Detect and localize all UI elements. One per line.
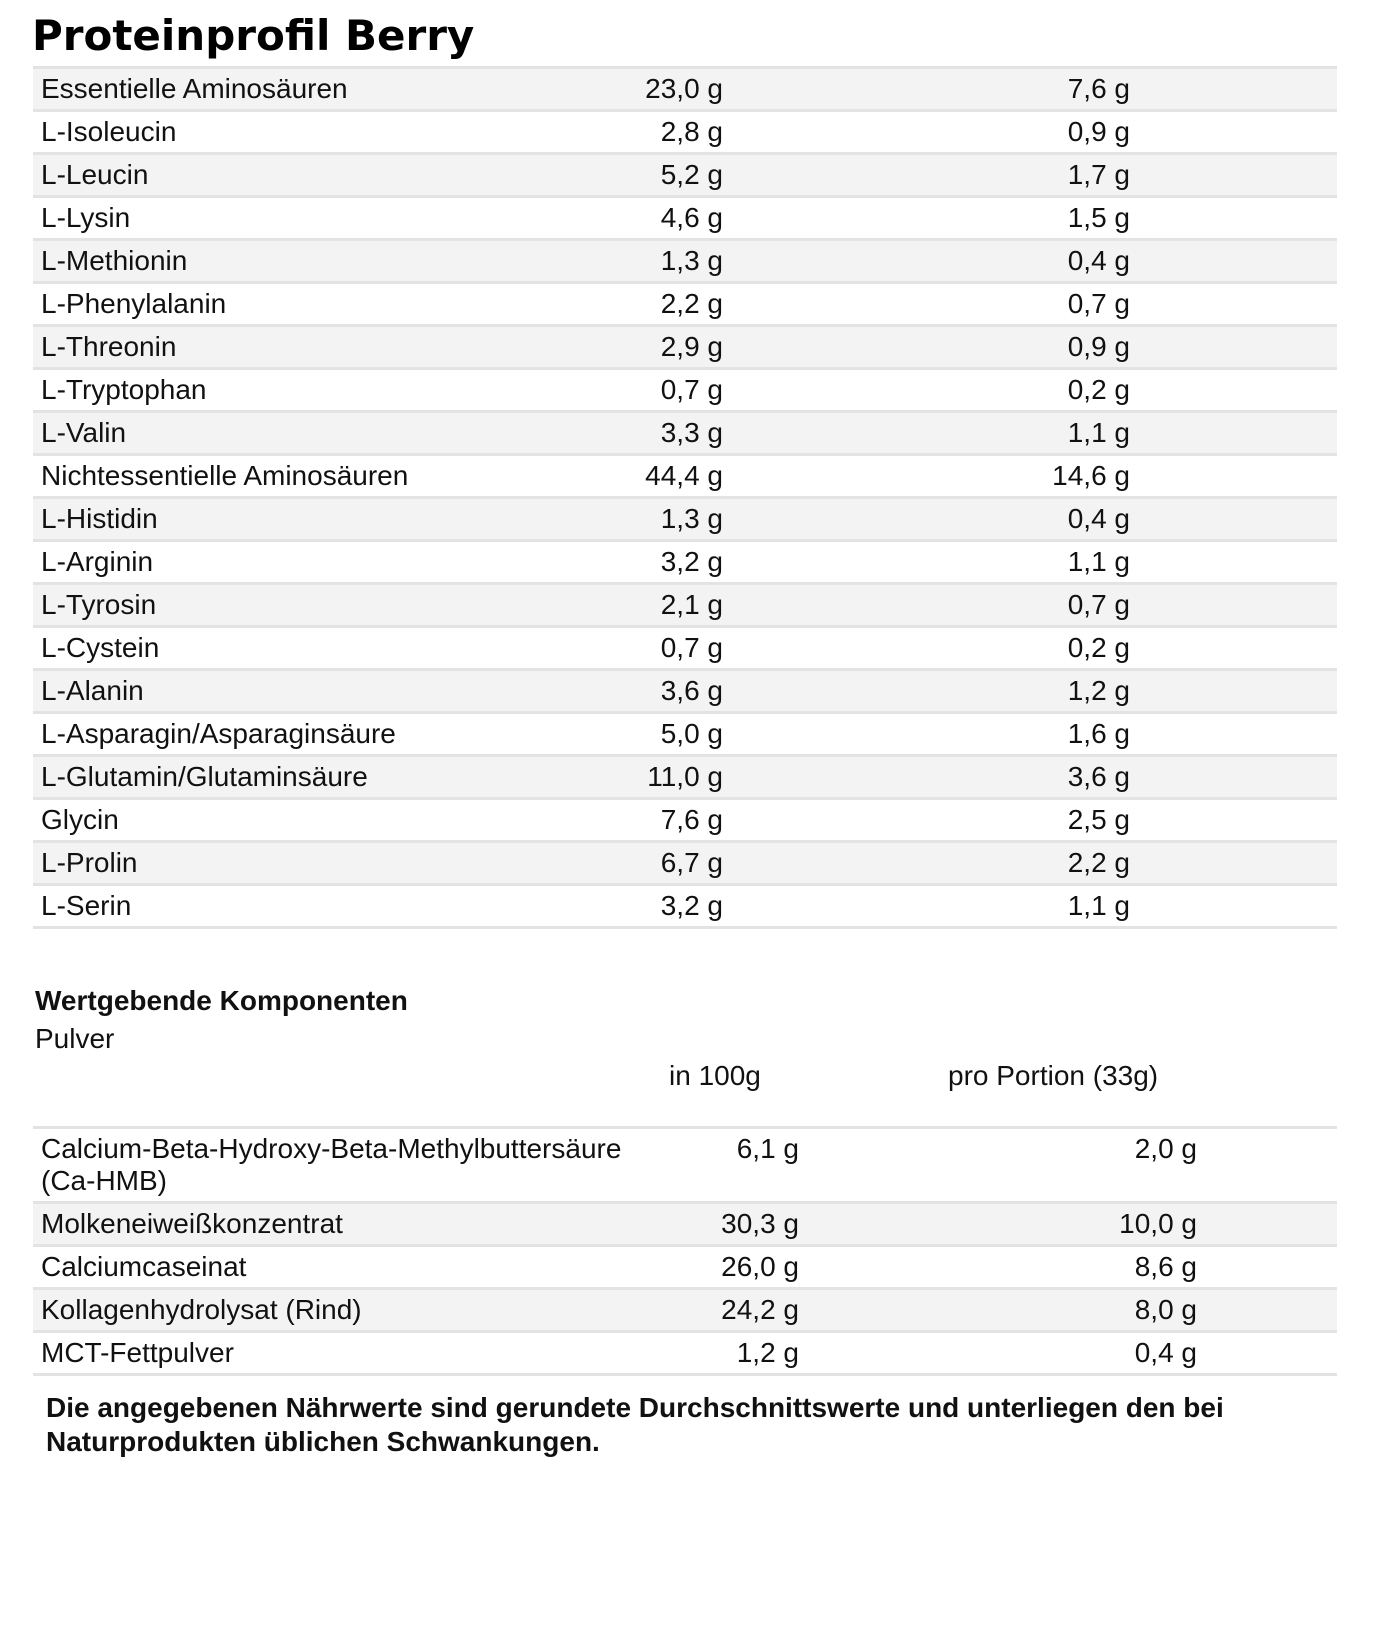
table-row [33, 284, 1337, 327]
row-name: L-Isoleucin [41, 116, 177, 147]
table-row [33, 112, 1337, 155]
row-value-per-portion: 0,7 g [1067, 589, 1130, 620]
row-value-per-portion: 0,4 g [1067, 245, 1130, 276]
row-value-per-100g: 1,3 g [660, 503, 723, 534]
row-name: L-Leucin [41, 159, 149, 190]
row-name: MCT-Fettpulver [41, 1337, 234, 1368]
row-value-per-100g: 3,2 g [660, 546, 723, 577]
row-name: L-Methionin [41, 245, 188, 276]
row-name: Kollagenhydrolysat (Rind) [41, 1294, 362, 1325]
row-name: L-Prolin [41, 847, 138, 878]
row-value-per-portion: 8,0 g [1134, 1294, 1197, 1325]
row-name: Molkeneiweißkonzentrat [41, 1208, 343, 1239]
row-value-per-portion: 1,2 g [1067, 675, 1130, 706]
table-row [33, 800, 1337, 843]
row-name: Nichtessentielle Aminosäuren [41, 460, 409, 491]
row-value-per-portion: 10,0 g [1119, 1208, 1197, 1239]
row-value-per-portion: 7,6 g [1067, 73, 1130, 104]
row-name: L-Lysin [41, 202, 131, 233]
table-row [33, 198, 1337, 241]
row-name: L-Threonin [41, 331, 177, 362]
table-row [33, 671, 1337, 714]
row-value-per-100g: 7,6 g [660, 804, 723, 835]
row-name: Calcium-Beta-Hydroxy-Beta-Methylbuttersäure (Ca-HMB) [41, 1133, 622, 1196]
row-name: L-Arginin [41, 546, 154, 577]
row-name: L-Asparagin/Asparaginsäure [41, 718, 396, 749]
nutrition-disclaimer: Die angegebenen Nährwerte sind gerundete Durchschnittswerte und unterliegen den bei Naturprodukten üblichen Schwankungen. [46, 1392, 1224, 1457]
table-row [33, 66, 1337, 112]
table-row [33, 542, 1337, 585]
row-value-per-100g: 24,2 g [721, 1294, 799, 1325]
row-value-per-100g: 0,7 g [660, 374, 723, 405]
row-value-per-100g: 5,0 g [660, 718, 723, 749]
row-value-per-portion: 2,2 g [1067, 847, 1130, 878]
row-name: L-Glutamin/Glutaminsäure [41, 761, 368, 792]
table-row [33, 1290, 1337, 1333]
row-value-per-portion: 1,1 g [1067, 890, 1130, 921]
row-value-per-portion: 1,7 g [1067, 159, 1130, 190]
row-name: L-Cystein [41, 632, 160, 663]
row-value-per-portion: 1,6 g [1067, 718, 1130, 749]
table-row [33, 1333, 1337, 1376]
row-value-per-portion: 0,9 g [1067, 331, 1130, 362]
row-value-per-portion: 0,4 g [1134, 1337, 1197, 1368]
row-value-per-100g: 3,2 g [660, 890, 723, 921]
row-value-per-portion: 0,4 g [1067, 503, 1130, 534]
section-subtitle: Pulver [35, 1023, 115, 1054]
table-row [33, 843, 1337, 886]
row-value-per-portion: 0,9 g [1067, 116, 1130, 147]
row-value-per-100g: 2,2 g [660, 288, 723, 319]
row-value-per-100g: 1,3 g [660, 245, 723, 276]
row-value-per-100g: 3,3 g [660, 417, 723, 448]
row-value-per-portion: 1,1 g [1067, 417, 1130, 448]
section-title: Wertgebende Komponenten [35, 985, 408, 1016]
row-name: L-Phenylalanin [41, 288, 227, 319]
row-value-per-100g: 44,4 g [645, 460, 723, 491]
row-value-per-portion: 0,2 g [1067, 632, 1130, 663]
components-table [33, 1126, 1337, 1376]
row-name: L-Tyrosin [41, 589, 157, 620]
row-value-per-portion: 2,5 g [1067, 804, 1130, 835]
table-row [33, 714, 1337, 757]
row-value-per-100g: 30,3 g [721, 1208, 799, 1239]
row-value-per-portion: 8,6 g [1134, 1251, 1197, 1282]
row-value-per-portion: 14,6 g [1052, 460, 1130, 491]
table-row [33, 628, 1337, 671]
table-row [33, 370, 1337, 413]
amino-acid-table [33, 66, 1337, 929]
table-row [33, 155, 1337, 198]
row-value-per-portion: 1,5 g [1067, 202, 1130, 233]
table-row [33, 1126, 1337, 1204]
row-name: Glycin [41, 804, 119, 835]
table-row [33, 499, 1337, 542]
table-row [33, 327, 1337, 370]
table-row [33, 413, 1337, 456]
row-name: L-Tryptophan [41, 374, 207, 405]
row-name: L-Serin [41, 890, 132, 921]
row-name: L-Histidin [41, 503, 158, 534]
row-value-per-100g: 2,1 g [660, 589, 723, 620]
column-header-per-100g: in 100g [669, 1060, 761, 1091]
row-value-per-100g: 26,0 g [721, 1251, 799, 1282]
row-value-per-100g: 5,2 g [660, 159, 723, 190]
row-name: L-Alanin [41, 675, 144, 706]
row-value-per-100g: 6,1 g [736, 1133, 799, 1164]
table-row [33, 757, 1337, 800]
row-value-per-100g: 2,8 g [660, 116, 723, 147]
row-value-per-portion: 2,0 g [1134, 1133, 1197, 1164]
table-row [33, 456, 1337, 499]
row-value-per-100g: 1,2 g [736, 1337, 799, 1368]
row-value-per-portion: 0,7 g [1067, 288, 1130, 319]
table-row [33, 585, 1337, 628]
row-value-per-100g: 4,6 g [660, 202, 723, 233]
row-value-per-portion: 0,2 g [1067, 374, 1130, 405]
table-row [33, 886, 1337, 929]
row-value-per-portion: 3,6 g [1067, 761, 1130, 792]
column-header-per-portion: pro Portion (33g) [948, 1060, 1159, 1091]
row-value-per-100g: 3,6 g [660, 675, 723, 706]
row-name: Calciumcaseinat [41, 1251, 247, 1282]
table-row [33, 1247, 1337, 1290]
row-name: Essentielle Aminosäuren [41, 73, 348, 104]
table-row [33, 241, 1337, 284]
row-value-per-100g: 0,7 g [660, 632, 723, 663]
row-name: L-Valin [41, 417, 127, 448]
row-value-per-100g: 11,0 g [647, 761, 723, 792]
row-value-per-100g: 6,7 g [660, 847, 723, 878]
table-row [33, 1204, 1337, 1247]
page-title: Proteinprofil Berry [32, 11, 475, 60]
row-value-per-100g: 2,9 g [660, 331, 723, 362]
row-value-per-100g: 23,0 g [645, 73, 723, 104]
row-value-per-portion: 1,1 g [1067, 546, 1130, 577]
